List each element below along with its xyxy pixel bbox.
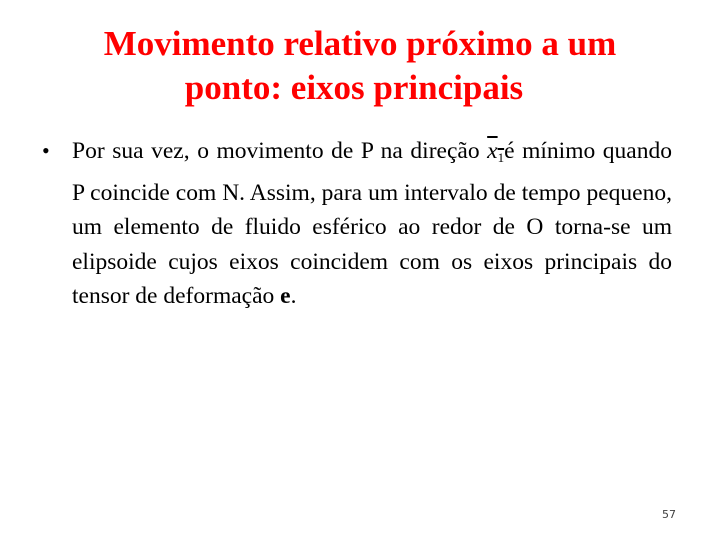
body-text-end: . — [290, 283, 297, 309]
tensor-symbol: e — [280, 283, 291, 309]
slide-title-line-1: Movimento relativo próximo a um — [103, 24, 617, 63]
math-variable-x1 — [487, 134, 504, 176]
bullet-item — [42, 134, 672, 314]
page-number: 57 — [662, 508, 676, 521]
body-text-middle: é mínimo quando P coincide com N. Assim, para um intervalo de tempo pequeno, um elemento de fluido esférico ao redor de O torna-se um elipsoide cujos eixos coincidem com os eixos principais do tensor de deformação — [72, 138, 672, 309]
slide-title-line-2: ponto: eixos principais — [184, 68, 524, 107]
bullet-dot-icon: • — [42, 138, 50, 163]
math-variable-subscript: 1 — [497, 150, 505, 165]
math-variable-letter: x — [487, 138, 498, 164]
body-text-start: Por sua vez, o movimento de P na direção — [72, 138, 488, 164]
bullet-list — [42, 134, 672, 314]
slide-title — [0, 22, 720, 110]
